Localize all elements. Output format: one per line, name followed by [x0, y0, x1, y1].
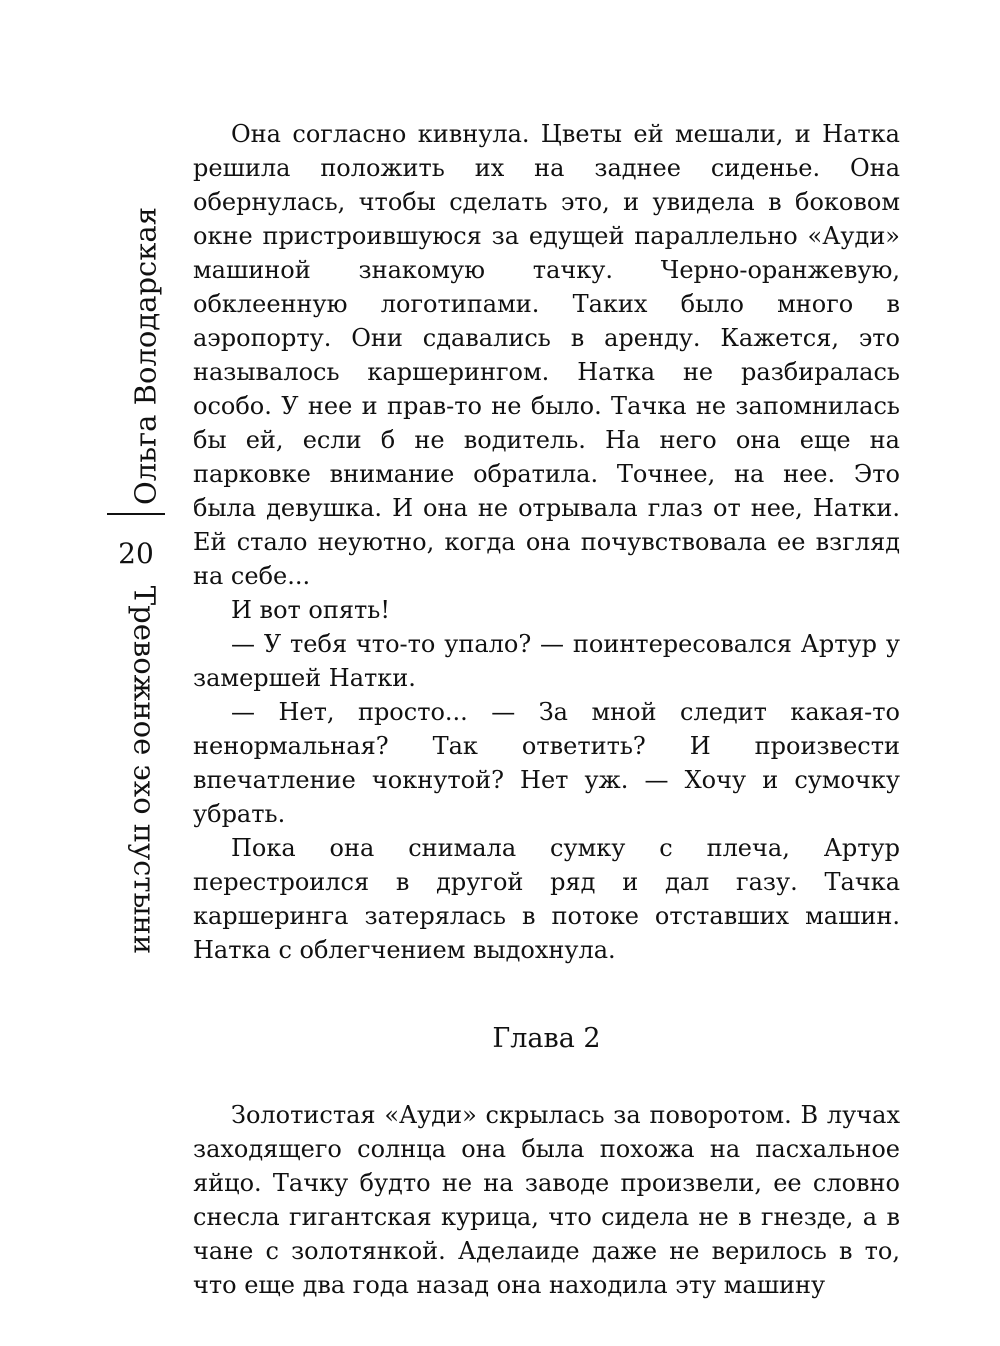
paragraph: — У тебя что-то упало? — поинтересовался Артур у замершей Натки. — [193, 630, 900, 692]
running-header-rule — [107, 513, 165, 515]
running-header-book-title: Тревожное эхо пустыни — [127, 585, 162, 955]
main-text-block — [193, 117, 900, 1302]
paragraph: Пока она снимала сумку с плеча, Артур перестроился в другой ряд и дал газу. Тачка каршеринга затерялась в потоке отставших машин. Натка с облегчением выдохнула. — [193, 834, 900, 964]
paragraph: — Нет, просто... — За мной следит какая-то ненормальная? Так ответить? И произвести впечатление чокнутой? Нет уж. — Хочу и сумочку убрать. — [193, 698, 900, 828]
paragraph: Золотистая «Ауди» скрылась за поворотом. В лучах заходящего солнца она была похожа на пасхальное яйцо. Тачку будто не на заводе произвели, ее словно снесла гигантская курица, что сидела не в гнезде, а в чане с золотянкой. Аделаиде даже не верилось в то, что еще два года назад она находила эту машину — [193, 1101, 900, 1299]
page-number: 20 — [118, 537, 154, 570]
paragraph: Она согласно кивнула. Цветы ей мешали, и Натка решила положить их на заднее сиденье. Она обернулась, чтобы сделать это, и увидела в боковом окне пристроившуюся за едущей параллельно «Ауди» машиной знакомую тачку. Черно-оранжевую, обклеенную логотипами. Таких было много в аэропорту. Они сдавались в аренду. Кажется, это называлось каршерингом. Натка не разбиралась особо. У нее и прав-то не было. Тачка не запомнилась бы ей, если б не водитель. На него она еще на парковке внимание обратила. Точнее, на нее. Это была девушка. И она не отрывала глаз от нее, Натки. Ей стало неуютно, когда она почувствовала ее взгляд на себе... — [193, 120, 900, 590]
paragraph: И вот опять! — [231, 596, 390, 624]
chapter-heading: Глава 2 — [492, 1023, 601, 1054]
running-header-author: Ольга Володарская — [128, 206, 163, 506]
